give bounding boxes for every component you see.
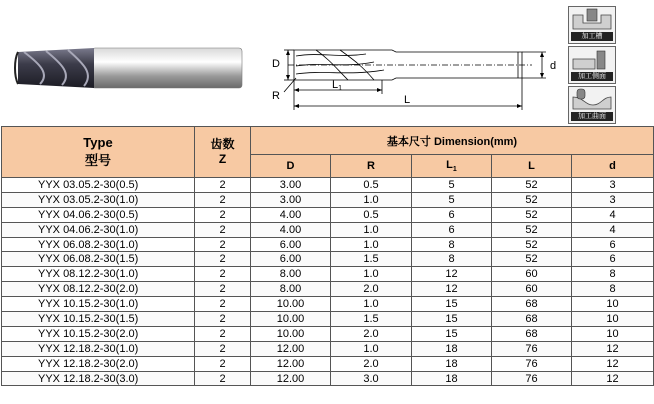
cell-R: 0.5 (331, 207, 412, 222)
cell-D: 4.00 (251, 207, 331, 222)
application-icons (568, 4, 638, 124)
drawing-label-L1: L1 (332, 79, 343, 92)
table-row (2, 252, 654, 267)
cell-R: 1.0 (331, 341, 412, 356)
header-D: D (251, 155, 331, 178)
cell-teeth: 2 (195, 356, 251, 371)
cell-L: 76 (492, 356, 572, 371)
cell-R: 1.0 (331, 237, 412, 252)
cell-D: 12.00 (251, 371, 331, 386)
cell-d: 10 (572, 326, 654, 341)
cell-R: 3.0 (331, 371, 412, 386)
cell-D: 10.00 (251, 312, 331, 327)
cell-model: YYX 03.05.2-30(1.0) (2, 192, 195, 207)
cell-R: 1.0 (331, 192, 412, 207)
cell-teeth: 2 (195, 222, 251, 237)
cell-teeth: 2 (195, 341, 251, 356)
cell-model: YYX 08.12.2-30(2.0) (2, 282, 195, 297)
cell-R: 0.5 (331, 178, 412, 193)
cell-L1: 18 (412, 356, 492, 371)
cell-L: 52 (492, 252, 572, 267)
cell-L1: 5 (412, 178, 492, 193)
cell-R: 2.0 (331, 356, 412, 371)
header-L1: $L_1$ (412, 155, 492, 178)
cell-d: 6 (572, 237, 654, 252)
cell-d: 12 (572, 371, 654, 386)
cell-model: YYX 10.15.2-30(2.0) (2, 326, 195, 341)
cell-teeth: 2 (195, 237, 251, 252)
cell-R: 1.5 (331, 312, 412, 327)
cell-R: 1.0 (331, 297, 412, 312)
table-row (2, 267, 654, 282)
header-R: R (331, 155, 412, 178)
slotting-icon: 加工槽 (568, 6, 616, 44)
cell-L: 52 (492, 192, 572, 207)
cell-model: YYX 12.18.2-30(3.0) (2, 371, 195, 386)
cell-d: 3 (572, 178, 654, 193)
table-row (2, 207, 654, 222)
end-mill-photo (10, 40, 248, 96)
table-row (2, 178, 654, 193)
cell-L: 60 (492, 267, 572, 282)
table-body (2, 178, 654, 386)
profile-milling-icon: 加工曲面 (568, 86, 616, 124)
cell-d: 10 (572, 312, 654, 327)
cell-teeth: 2 (195, 326, 251, 341)
product-header (0, 0, 654, 126)
cell-teeth: 2 (195, 312, 251, 327)
table-row (2, 192, 654, 207)
cell-L: 52 (492, 237, 572, 252)
table-row (2, 312, 654, 327)
table-row (2, 341, 654, 356)
cell-d: 12 (572, 356, 654, 371)
drawing-label-L: L (404, 94, 411, 106)
header-L: L (492, 155, 572, 178)
cell-L: 52 (492, 222, 572, 237)
cell-model: YYX 10.15.2-30(1.5) (2, 312, 195, 327)
header-type: Type 型号 (2, 127, 195, 178)
drawing-label-D: D (272, 58, 280, 70)
cell-D: 8.00 (251, 282, 331, 297)
cell-model: YYX 06.08.2-30(1.5) (2, 252, 195, 267)
cell-L1: 12 (412, 267, 492, 282)
cell-d: 12 (572, 341, 654, 356)
cell-L1: 6 (412, 207, 492, 222)
cell-D: 12.00 (251, 356, 331, 371)
header-d: d (572, 155, 654, 178)
cell-R: 1.5 (331, 252, 412, 267)
cell-teeth: 2 (195, 207, 251, 222)
table-row (2, 371, 654, 386)
cell-teeth: 2 (195, 267, 251, 282)
cell-L: 68 (492, 326, 572, 341)
specification-table (1, 126, 654, 386)
cell-model: YYX 04.06.2-30(1.0) (2, 222, 195, 237)
cell-R: 1.0 (331, 267, 412, 282)
table-row (2, 356, 654, 371)
end-mill-drawing (270, 10, 560, 122)
cell-L: 52 (492, 207, 572, 222)
cell-model: YYX 04.06.2-30(0.5) (2, 207, 195, 222)
cell-D: 3.00 (251, 178, 331, 193)
cell-L: 68 (492, 297, 572, 312)
cell-L: 52 (492, 178, 572, 193)
cell-L1: 6 (412, 222, 492, 237)
cell-d: 4 (572, 222, 654, 237)
side-milling-icon: 加工侧面 (568, 46, 616, 84)
cell-D: 10.00 (251, 297, 331, 312)
cell-d: 8 (572, 282, 654, 297)
cell-D: 4.00 (251, 222, 331, 237)
cell-d: 10 (572, 297, 654, 312)
cell-D: 10.00 (251, 326, 331, 341)
cell-L1: 18 (412, 371, 492, 386)
cell-D: 6.00 (251, 252, 331, 267)
cell-L1: 15 (412, 297, 492, 312)
cell-model: YYX 12.18.2-30(2.0) (2, 356, 195, 371)
cell-R: 2.0 (331, 282, 412, 297)
cell-D: 3.00 (251, 192, 331, 207)
cell-model: YYX 12.18.2-30(1.0) (2, 341, 195, 356)
cell-L1: 8 (412, 237, 492, 252)
cell-d: 6 (572, 252, 654, 267)
cell-L1: 12 (412, 282, 492, 297)
cell-d: 8 (572, 267, 654, 282)
drawing-label-d: d (550, 60, 557, 72)
cell-d: 4 (572, 207, 654, 222)
table-row (2, 326, 654, 341)
cell-L: 68 (492, 312, 572, 327)
cell-model: YYX 03.05.2-30(0.5) (2, 178, 195, 193)
cell-teeth: 2 (195, 371, 251, 386)
cell-R: 2.0 (331, 326, 412, 341)
cell-L1: 15 (412, 312, 492, 327)
cell-L1: 8 (412, 252, 492, 267)
cell-teeth: 2 (195, 178, 251, 193)
cell-R: 1.0 (331, 222, 412, 237)
cell-D: 12.00 (251, 341, 331, 356)
cell-teeth: 2 (195, 297, 251, 312)
cell-D: 6.00 (251, 237, 331, 252)
cell-L1: 18 (412, 341, 492, 356)
cell-L: 60 (492, 282, 572, 297)
cell-model: YYX 10.15.2-30(1.0) (2, 297, 195, 312)
cell-L: 76 (492, 341, 572, 356)
header-dimension: 基本尺寸 Dimension(mm) (251, 127, 654, 155)
cell-teeth: 2 (195, 282, 251, 297)
header-teeth: 齿数 Z (195, 127, 251, 178)
table-row (2, 222, 654, 237)
cell-L: 76 (492, 371, 572, 386)
table-row (2, 237, 654, 252)
cell-L1: 15 (412, 326, 492, 341)
cell-teeth: 2 (195, 252, 251, 267)
cell-D: 8.00 (251, 267, 331, 282)
table-row (2, 282, 654, 297)
drawing-label-R: R (272, 90, 280, 102)
cell-L1: 5 (412, 192, 492, 207)
cell-teeth: 2 (195, 192, 251, 207)
cell-d: 3 (572, 192, 654, 207)
cell-model: YYX 08.12.2-30(1.0) (2, 267, 195, 282)
cell-model: YYX 06.08.2-30(1.0) (2, 237, 195, 252)
table-row (2, 297, 654, 312)
